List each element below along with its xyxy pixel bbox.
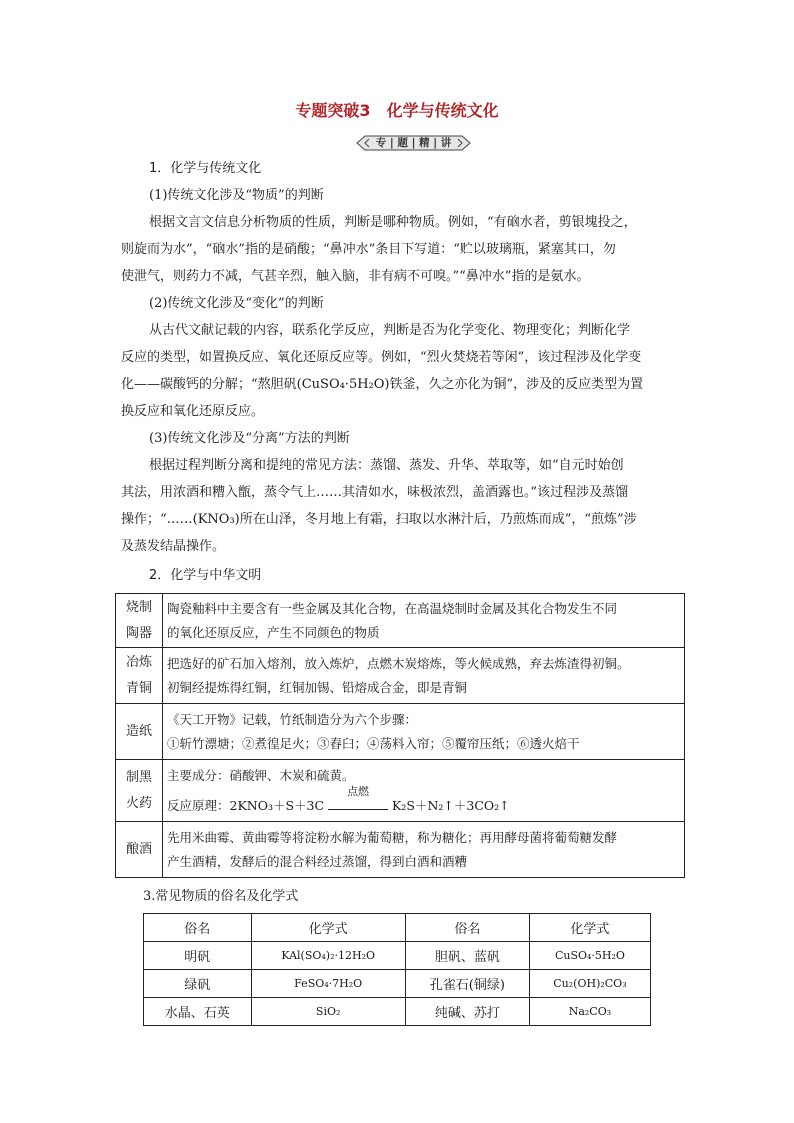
formula: Cu₂(OH)₂CO₃ — [529, 970, 650, 998]
paragraph-line: 则旋而为水”，“硇水”指的是硝酸；“鼻冲水”条目下写道：“贮以玻璃瓶，紧塞其口，勿 — [121, 242, 616, 257]
row-text: 陶瓷釉料中主要含有一些金属及其化合物，在高温烧制时金属及其化合物发生不同 的氧化还原反应，产生不同颜色的物质 — [163, 594, 685, 648]
paragraph-line: 其法，用浓酒和糟入甑，蒸令气上……其清如水，味极浓烈，盖酒露也。”该过程涉及蒸馏 — [121, 485, 629, 500]
formula: KAl(SO₄)₂·12H₂O — [251, 942, 405, 970]
paragraph-line: 使泄气，则药力不减，气甚辛烈，触入脑，非有病不可嗅。”“鼻冲水”指的是氨水。 — [121, 269, 590, 284]
formula: FeSO₄·7H₂O — [251, 970, 405, 998]
row-text: 《天工开物》记载，竹纸制造分为六个步骤： ①斩竹漂塘；②煮徨足火；③舂臼；④荡料入帘；⑤覆帘压纸；⑥透火焙干 — [163, 704, 685, 760]
row-key: 酿酒 — [116, 822, 163, 878]
paragraph-line: 换反应和氧化还原反应。 — [121, 404, 265, 419]
table-row — [116, 704, 685, 760]
formula: CuSO₄·5H₂O — [529, 942, 650, 970]
page-title — [0, 98, 794, 121]
table-header-row — [144, 914, 651, 942]
common-name: 明矾 — [144, 942, 252, 970]
column-header: 俗名 — [405, 914, 529, 942]
column-header: 化学式 — [251, 914, 405, 942]
table-row — [116, 648, 685, 704]
paragraph-line: 根据文言文信息分析物质的性质，判断是哪种物质。例如，“有硇水者，剪银塊投之， — [149, 215, 637, 230]
row-key: 冶炼 青铜 — [116, 648, 163, 704]
table-row — [116, 822, 685, 878]
section-3-heading: 3.常见物质的俗名及化学式 — [143, 889, 299, 904]
names-formula-table — [143, 913, 651, 1026]
table-row — [144, 970, 651, 998]
table-row — [116, 760, 685, 822]
row-text: 先用米曲霉、黄曲霉等将淀粉水解为葡萄糖，称为糖化；再用酵母菌将葡萄糖发酵 产生酒精，发酵后的混合料经过蒸馏，得到白酒和酒糟 — [163, 822, 685, 878]
row-text: 把选好的矿石加入熔剂，放入炼炉，点燃木炭熔炼，等火候成熟，弃去炼渣得初铜。 初铜经提炼得红铜，红铜加锡、铅熔成合金，即是青铜 — [163, 648, 685, 704]
row-key: 制黑 火药 — [116, 760, 163, 822]
common-name: 纯碱、苏打 — [405, 998, 529, 1026]
title-prefix: 专题突破3 — [295, 101, 371, 120]
banner-label: 专 | 题 | 精 | 讲 — [375, 137, 452, 149]
column-header: 化学式 — [529, 914, 650, 942]
subheading-3: (3)传统文化涉及“分离”方法的判断 — [149, 431, 350, 446]
paragraph-line: 及蒸发结晶操作。 — [121, 539, 226, 554]
reaction-arrow: 点燃 — [328, 799, 388, 810]
section-banner — [355, 135, 472, 151]
common-name: 胆矾、蓝矾 — [405, 942, 529, 970]
row-key: 造纸 — [116, 704, 163, 760]
paragraph-line: 操作；“……(KNO₃)所在山泽，冬月地上有霜，扫取以水淋汁后，乃煎炼而成”，“煎炼”涉 — [121, 512, 637, 527]
paragraph-line: 根据过程判断分离和提纯的常见方法：蒸馏、蒸发、升华、萃取等，如“自元时始创 — [149, 458, 624, 473]
column-header: 俗名 — [144, 914, 252, 942]
civilization-table — [115, 593, 685, 878]
common-name: 绿矾 — [144, 970, 252, 998]
row-key: 烧制 陶器 — [116, 594, 163, 648]
section-2-heading: 2．化学与中华文明 — [149, 568, 262, 583]
formula: SiO₂ — [251, 998, 405, 1026]
table-row — [116, 594, 685, 648]
paragraph-line: 化——碳酸钙的分解；“熬胆矾(CuSO₄·5H₂O)铁釜，久之亦化为铜”，涉及的反应类型为置 — [121, 377, 644, 392]
common-name: 水晶、石英 — [144, 998, 252, 1026]
paragraph-line: 从古代文献记载的内容，联系化学反应，判断是否为化学变化、物理变化；判断化学 — [149, 323, 631, 338]
table-row — [144, 942, 651, 970]
title-main: 化学与传统文化 — [386, 101, 499, 120]
row-text: 主要成分：硝酸钾、木炭和硫黄。 反应原理：2KNO₃＋S＋3C 点燃 K₂S＋N₂↑＋3CO₂↑ — [163, 760, 685, 822]
common-name: 孔雀石(铜绿) — [405, 970, 529, 998]
table-row — [144, 998, 651, 1026]
equation: 反应原理：2KNO₃＋S＋3C 点燃 K₂S＋N₂↑＋3CO₂↑ — [167, 784, 510, 813]
paragraph-line: 反应的类型，如置换反应、氧化还原反应等。例如，“烈火焚烧若等闲”，该过程涉及化学变 — [121, 350, 642, 365]
subheading-1: (1)传统文化涉及“物质”的判断 — [149, 188, 324, 203]
section-1-heading: 1．化学与传统文化 — [149, 161, 262, 176]
subheading-2: (2)传统文化涉及“变化”的判断 — [149, 296, 324, 311]
formula: Na₂CO₃ — [529, 998, 650, 1026]
